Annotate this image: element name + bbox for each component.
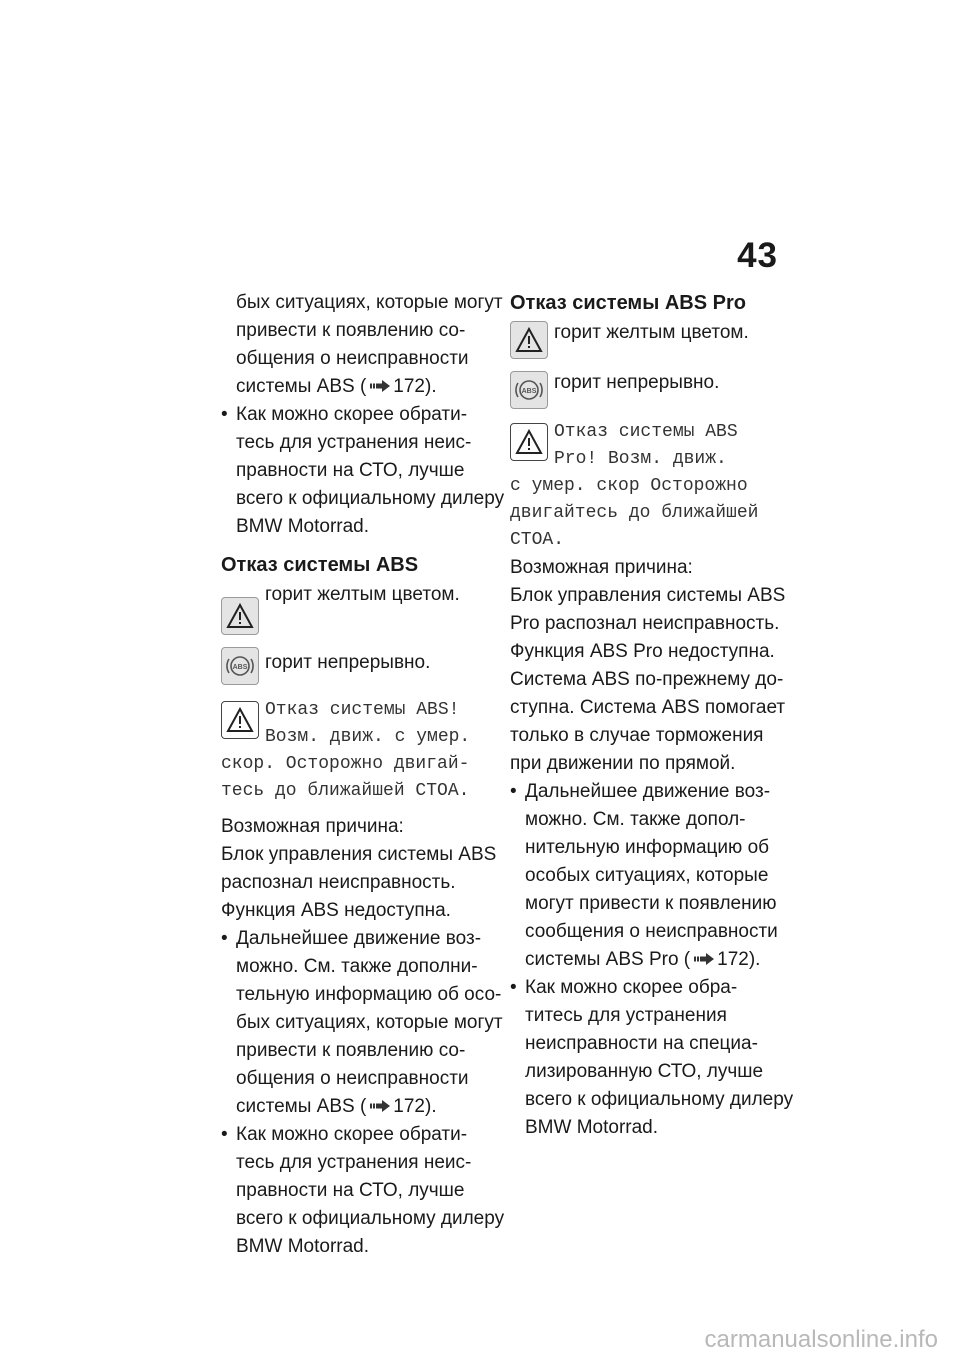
abs-lamp-icon xyxy=(510,371,548,409)
section-heading: Отказ системы ABS Pro xyxy=(510,292,746,314)
text-line: Дальнейшее движение воз- xyxy=(525,781,771,802)
page-reference[interactable]: 172). xyxy=(717,949,761,971)
message-text: Pro! Возм. движ. xyxy=(554,449,727,469)
text-line: можно. См. также дополни- xyxy=(236,956,478,978)
warning-triangle-icon xyxy=(221,701,259,739)
text-line: всего к официальному дилеру xyxy=(236,1208,505,1230)
text-line: привести к появлению со- xyxy=(236,1040,466,1062)
text-line: Блок управления системы ABS xyxy=(510,585,786,606)
indicator-text: горит непрерывно. xyxy=(554,372,720,393)
text-line: бых ситуациях, которые могут xyxy=(236,292,503,313)
svg-text:ABS: ABS xyxy=(521,388,537,395)
indicator-row xyxy=(510,369,780,409)
page-ref-arrow-icon[interactable] xyxy=(370,1093,390,1121)
text-line: BMW Motorrad. xyxy=(525,1117,659,1139)
page-ref-arrow-icon[interactable] xyxy=(694,946,714,974)
page-reference[interactable]: 172). xyxy=(393,1096,437,1118)
text-line: тесь для устранения неис- xyxy=(236,432,472,454)
text-line: только в случае торможения xyxy=(510,725,764,746)
bullet: • xyxy=(510,781,517,802)
message-text: СТОА. xyxy=(510,530,565,550)
text-line: всего к официальному дилеру xyxy=(236,488,505,510)
warning-triangle-icon xyxy=(510,423,548,461)
text-line: сообщения о неисправности xyxy=(525,921,778,942)
bullet: • xyxy=(221,928,228,950)
text-line: системы ABS ( 172). xyxy=(236,1093,491,1121)
indicator-text: горит непрерывно. xyxy=(265,652,431,674)
indicator-row xyxy=(510,319,780,359)
message-text: двигайтесь до ближайшей xyxy=(510,503,759,523)
indicator-row xyxy=(221,643,491,685)
text-line: общения о неисправности xyxy=(236,348,469,369)
text-line: Как можно скорее обра- xyxy=(525,977,738,999)
message-text: Отказ системы ABS! xyxy=(265,700,460,721)
page-reference[interactable]: 172). xyxy=(393,376,437,398)
text-line: титесь для устранения xyxy=(525,1005,727,1027)
warning-triangle-icon xyxy=(510,321,548,359)
bullet: • xyxy=(221,1124,228,1146)
text-line: ступна. Система ABS помогает xyxy=(510,697,786,718)
text-line: Как можно скорее обрати- xyxy=(236,1124,468,1146)
text-line: системы ABS Pro ( 172). xyxy=(525,946,780,974)
text-line: Дальнейшее движение воз- xyxy=(236,928,482,950)
message-text: тесь до ближайшей СТОА. xyxy=(221,781,470,802)
list-item xyxy=(221,1121,505,1261)
text-line: распознал неисправность. xyxy=(221,872,456,894)
text-line: тесь для устранения неис- xyxy=(236,1152,472,1174)
text-line: Как можно скорее обрати- xyxy=(236,404,468,426)
abs-lamp-icon xyxy=(221,647,259,685)
text-line: общения о неисправности xyxy=(236,1068,469,1090)
text-line: привести к появлению со- xyxy=(236,320,466,341)
text-line: BMW Motorrad. xyxy=(236,1236,370,1258)
list-item xyxy=(221,401,505,541)
indicator-row xyxy=(221,581,491,635)
svg-text:ABS: ABS xyxy=(232,664,248,672)
text-line: Возможная причина: xyxy=(510,557,693,578)
indicator-text: горит желтым цветом. xyxy=(554,322,749,343)
text-line: нительную информацию об xyxy=(525,837,770,858)
text-line: BMW Motorrad. xyxy=(236,516,370,538)
text-line: можно. См. также допол- xyxy=(525,809,746,830)
text-line: Блок управления системы ABS xyxy=(221,844,497,866)
page-ref-arrow-icon[interactable] xyxy=(370,373,390,401)
text-line: Возможная причина: xyxy=(221,816,404,838)
message-text: Возм. движ. с умер. xyxy=(265,727,471,748)
intro-paragraph xyxy=(221,289,503,401)
text-line: при движении по прямой. xyxy=(510,753,736,774)
text-line: особых ситуациях, которые xyxy=(525,865,769,886)
text-line: всего к официальному дилеру xyxy=(525,1089,794,1111)
text-line: Функция ABS недоступна. xyxy=(221,900,451,922)
text-line: Система ABS по-прежнему до- xyxy=(510,669,784,690)
list-item xyxy=(510,974,794,1142)
list-item xyxy=(510,778,780,974)
right-column xyxy=(510,289,794,1142)
list-item xyxy=(221,925,503,1121)
message-text: с умер. скор Осторожно xyxy=(510,476,748,496)
display-message xyxy=(221,697,491,751)
message-text: Отказ системы ABS xyxy=(554,422,738,442)
text-line: тельную информацию об осо- xyxy=(236,984,502,1006)
section-heading: Отказ системы ABS xyxy=(221,554,419,577)
message-text: скор. Осторожно двигай- xyxy=(221,754,470,775)
text-line: могут привести к появлению xyxy=(525,893,777,914)
text-line: Pro распознал неисправность. xyxy=(510,613,780,634)
left-column xyxy=(221,289,505,1261)
footer-watermark: carmanualsonline.info xyxy=(704,1326,938,1353)
display-message xyxy=(510,419,780,473)
text-line: неисправности на специа- xyxy=(525,1033,758,1055)
page-number: 43 xyxy=(737,236,778,275)
bullet: • xyxy=(510,977,517,999)
text-line: бых ситуациях, которые могут xyxy=(236,1012,503,1034)
indicator-text: горит желтым цветом. xyxy=(265,584,460,606)
warning-triangle-icon xyxy=(221,597,259,635)
text-line: правности на СТО, лучше xyxy=(236,1180,465,1202)
bullet: • xyxy=(221,404,228,426)
text-line: правности на СТО, лучше xyxy=(236,460,465,482)
text-line: лизированную СТО, лучше xyxy=(525,1061,764,1083)
text-line: системы ABS ( 172). xyxy=(236,373,491,401)
text-line: Функция ABS Pro недоступна. xyxy=(510,641,775,662)
